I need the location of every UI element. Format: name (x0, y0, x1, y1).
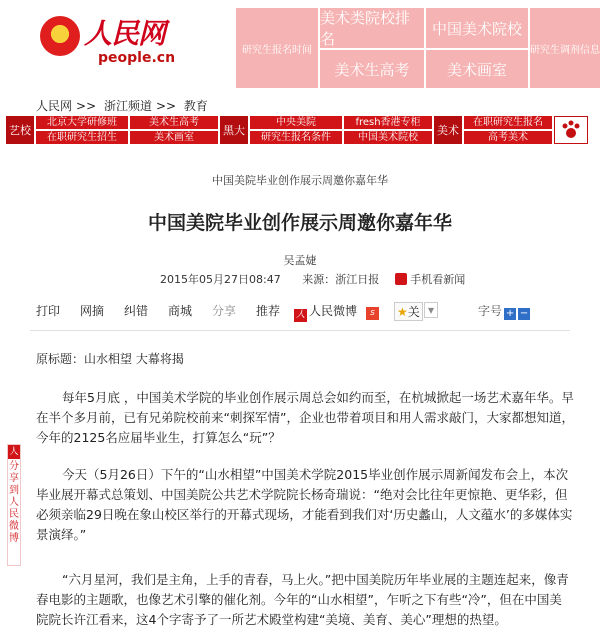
article-meta (160, 271, 465, 287)
renren-share-icon[interactable]: s (366, 302, 381, 320)
original-title: 原标题：山水相望 大幕将揭 (36, 352, 184, 366)
recommend-button[interactable]: 推荐 (256, 304, 281, 318)
correct-button[interactable]: 纠错 (124, 304, 149, 318)
nav-link[interactable]: fresh香港专柜 (344, 116, 432, 129)
logo-text-cn: 人民网 (84, 17, 166, 50)
font-increase-button[interactable]: + (505, 308, 515, 319)
logo-emblem-icon (40, 16, 80, 56)
ad-grad-transfer[interactable]: 研究生调剂信息 (530, 8, 600, 88)
breadcrumb (36, 97, 212, 114)
font-size-control (478, 302, 530, 320)
weibo-icon: 人 (9, 447, 19, 457)
mall-button[interactable]: 商城 (168, 304, 193, 318)
nav-link[interactable]: 在职研究生报名 (464, 116, 552, 129)
nav-link[interactable]: 高考美术 (464, 131, 552, 144)
nav-link[interactable]: 北京大学研修班 (36, 116, 128, 129)
nav-link[interactable]: 美术生高考 (130, 116, 218, 129)
mobile-news-link[interactable]: 手机看新闻 (410, 273, 466, 286)
ad-art-gaokao[interactable]: 美术生高考 (320, 50, 424, 88)
mobile-phone-icon (395, 273, 407, 285)
article-toolbar (36, 302, 536, 322)
article-source[interactable]: 来源：浙江日报 (302, 273, 380, 286)
follow-button[interactable]: ★关 (394, 302, 423, 321)
side-weibo-share[interactable] (7, 444, 21, 566)
ad-link-strip (0, 116, 600, 144)
breadcrumb-people[interactable]: 人民网 (36, 99, 73, 113)
weibo-share-button[interactable] (294, 302, 357, 322)
nav-paw-icon[interactable] (554, 116, 588, 144)
font-decrease-button[interactable]: − (519, 308, 529, 319)
article-date: 2015年05月27日08:47 (160, 273, 281, 286)
nav-link[interactable]: 中央美院 (250, 116, 342, 129)
article-paragraph-1: 每年5月底 ，中国美术学院的毕业创作展示周总会如约而至，在杭城掀起一场艺术嘉年华。早在半个多月前，已有兄弟院校前来“刺探军情”，企业也带着项目和用人需求敲门，大家都想知道，今年的2125名应届毕业生，打算怎么“玩”？ (36, 390, 574, 445)
weibo-icon: 人 (295, 310, 305, 320)
article-author: 吴孟婕 (283, 254, 317, 267)
nav-link[interactable]: 研究生报名条件 (250, 131, 342, 144)
article-subtitle: 中国美院毕业创作展示周邀你嘉年华 (212, 174, 388, 187)
nav-label-heida: 黑大 (220, 116, 248, 144)
nav-label-meishu: 美术 (434, 116, 462, 144)
print-button[interactable]: 打印 (36, 304, 61, 318)
ad-art-school-ranking[interactable]: 美术类院校排名 (320, 8, 424, 48)
article-paragraph-2: 今天（5月26日）下午的“山水相望”中国美术学院2015毕业创作展示周新闻发布会上，本次毕业展开幕式总策划、中国美院公共艺术学院院长杨奇瑞说：“绝对会比往年更惊艳、更华彩，但必须亲临29日晚在象山校区举行的开幕式现场，才能看到我们对‘历史蠡山，人文蕴水’的多媒体实景演绎。” (36, 467, 573, 542)
weibo-label: 人民微博 (309, 304, 358, 318)
nav-link[interactable]: 在职研究生招生 (36, 131, 128, 144)
ad-china-art-schools[interactable]: 中国美术院校 (426, 8, 528, 48)
nav-link[interactable]: 中国美术院校 (344, 131, 432, 144)
article-title: 中国美院毕业创作展示周邀你嘉年华 (147, 212, 452, 234)
divider (30, 330, 570, 331)
follow-label: 关 (407, 305, 420, 319)
breadcrumb-sep: >> (76, 99, 97, 113)
web-digest-button[interactable]: 网摘 (80, 304, 105, 318)
nav-label-yixiao: 艺校 (6, 116, 34, 144)
nav-link[interactable]: 美术画室 (130, 131, 218, 144)
side-share-text: 分享到人民微博 (9, 461, 19, 544)
breadcrumb-zhejiang[interactable]: 浙江频道 (103, 99, 152, 113)
more-chevron-icon[interactable]: ▾ (424, 302, 438, 318)
font-size-label: 字号 (478, 304, 503, 318)
people-logo[interactable] (40, 12, 180, 74)
article-paragraph-3: “六月星河，我们是主角，上手的青春，马上火。”把中国美院历年毕业展的主题连起来，像青春电影的主题歌，也像艺术引擎的催化剂。今年的“山水相望”，乍听之下有些“冷”，但在中国美院院长许江看来，这4个字寄予了一所艺术殿堂构建“美境、美育、美心”理想的热望。 (36, 572, 569, 627)
logo-text-en: people.cn (98, 50, 176, 66)
ad-art-studio[interactable]: 美术画室 (426, 50, 528, 88)
breadcrumb-sep: >> (155, 99, 177, 113)
ad-grad-exam-time[interactable]: 研究生报名时间 (236, 8, 318, 88)
share-label: 分享 (212, 304, 237, 318)
breadcrumb-education[interactable]: 教育 (183, 99, 208, 113)
